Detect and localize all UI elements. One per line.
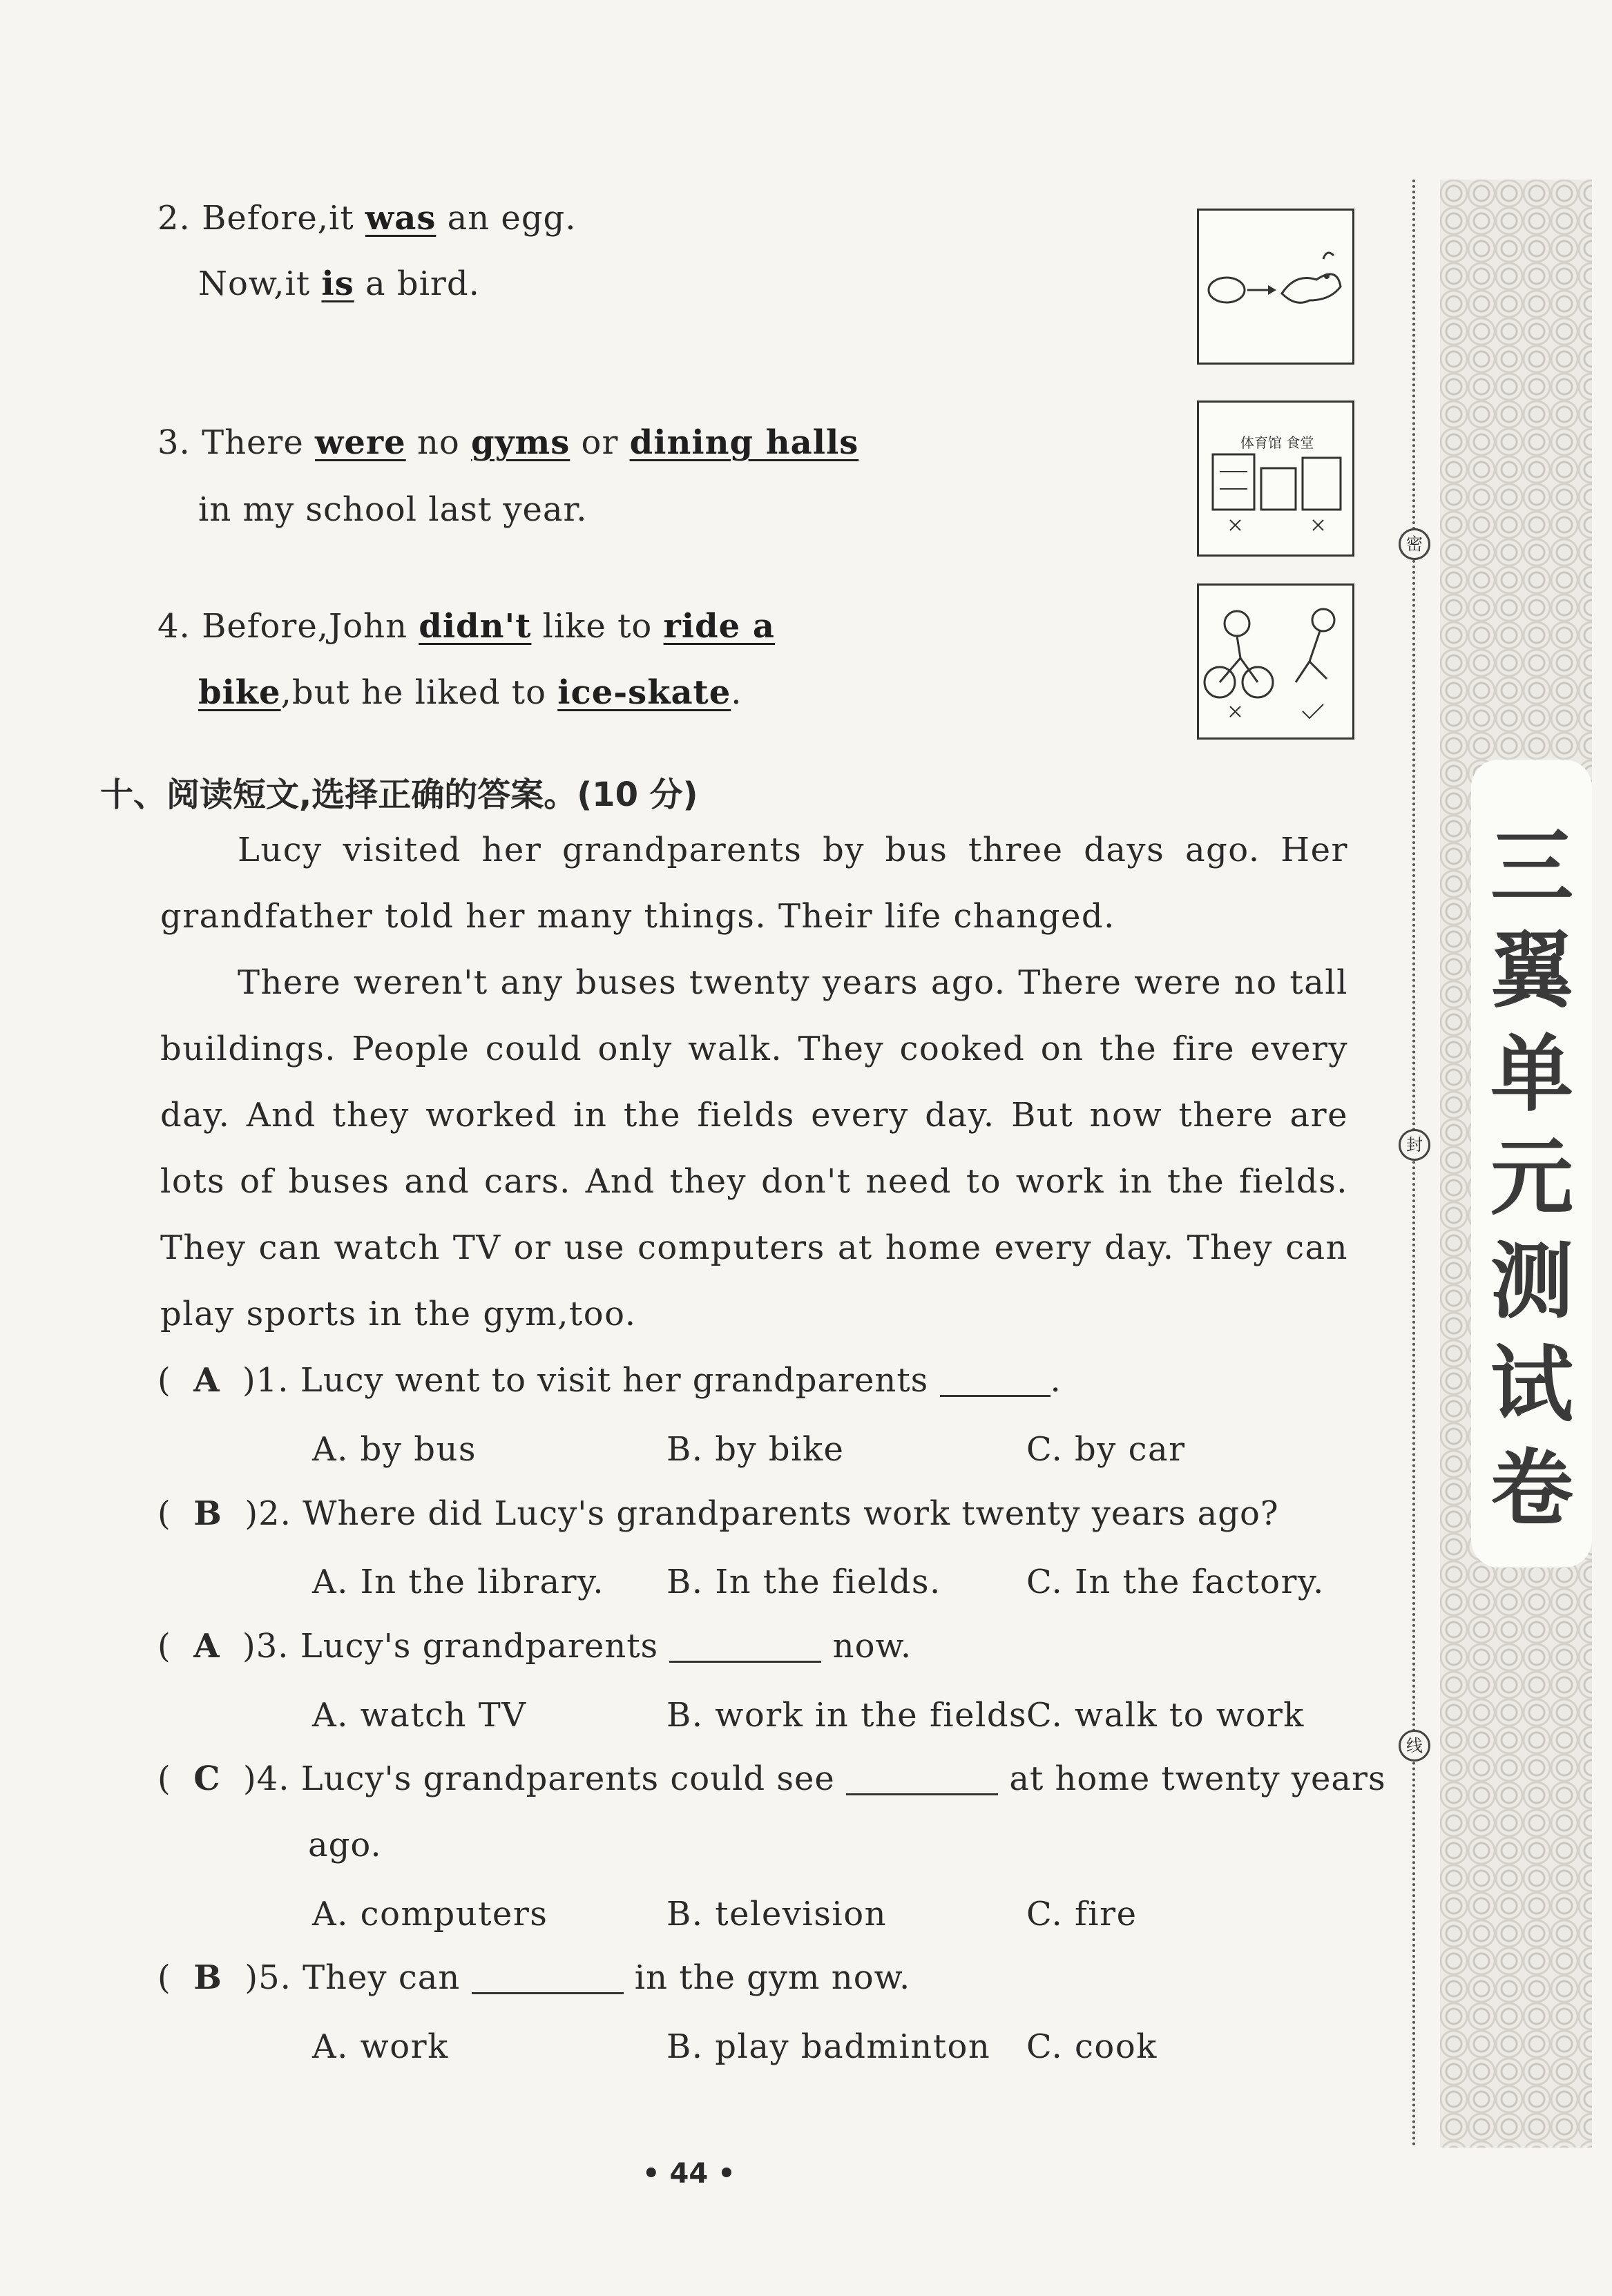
- passage-paragraph-2: There weren't any buses twenty years ago. There were no tall buildings. People could only walk. They cooked on the fire every day. And they worked in the fields every day. But now there are lots of buses and cars. And they don't need to work in the fields. They can watch TV or use computers at home every day. They can play sports in the gym,too.: [160, 963, 1348, 1333]
- q5-option-b: B. play badminton: [666, 2027, 991, 2066]
- q3-option-b: B. work in the fields: [666, 1696, 1028, 1735]
- q4-continuation: ago.: [308, 1826, 382, 1864]
- q3-number: 3.: [157, 423, 191, 462]
- question-1: ( A )1. Lucy went to visit her grandparents .: [157, 1361, 1062, 1400]
- egg-to-bird-image: [1197, 209, 1354, 365]
- q2-option-b: B. In the fields.: [666, 1563, 941, 1601]
- image-caption: 体育馆 食堂: [1240, 434, 1314, 451]
- blank: [669, 1633, 821, 1663]
- q4-line1: 4. Before,John didn't like to ride a: [157, 607, 775, 646]
- seal-feng: 封: [1399, 1129, 1430, 1161]
- title-char: 元: [1490, 1130, 1573, 1226]
- q3-option-a: A. watch TV: [312, 1696, 527, 1735]
- q5-option-c: C. cook: [1026, 2027, 1158, 2066]
- question-3: ( A )3. Lucy's grandparents now.: [157, 1627, 912, 1666]
- question-5: ( B )5. They can in the gym now.: [157, 1958, 911, 1997]
- bike-and-skate-image: [1197, 583, 1354, 740]
- blank: [472, 1965, 624, 1994]
- title-char: 单: [1490, 1027, 1573, 1123]
- q1-option-c: C. by car: [1026, 1430, 1186, 1469]
- q4-option-a: A. computers: [312, 1895, 548, 1933]
- q2-option-a: A. In the library.: [312, 1563, 605, 1601]
- q4-number: 4.: [157, 607, 191, 646]
- q2-option-c: C. In the factory.: [1026, 1563, 1325, 1601]
- title-char: 卷: [1490, 1441, 1573, 1537]
- q2-answer-1: was: [365, 199, 436, 238]
- answer-5: B: [193, 1958, 222, 1997]
- q3-line1: 3. There were no gyms or dining halls: [157, 423, 859, 462]
- title-char: 翼: [1490, 923, 1573, 1019]
- answer-3: A: [193, 1627, 220, 1666]
- title-char: 试: [1490, 1338, 1573, 1434]
- q4-option-b: B. television: [666, 1895, 887, 1933]
- blank: [940, 1367, 1050, 1397]
- title-char: 三: [1490, 820, 1573, 916]
- answer-2: B: [193, 1494, 222, 1533]
- q1-option-b: B. by bike: [666, 1430, 845, 1469]
- q3-option-c: C. walk to work: [1026, 1696, 1305, 1735]
- page-number: • 44 •: [642, 2158, 736, 2190]
- q2-line2: Now,it is a bird.: [198, 264, 480, 303]
- q1-option-a: A. by bus: [312, 1430, 477, 1469]
- question-4: ( C )4. Lucy's grandparents could see at home twenty years: [157, 1759, 1386, 1798]
- gym-dining-hall-image: [1197, 401, 1354, 557]
- q4-line2: bike,but he liked to ice-skate.: [198, 673, 742, 712]
- passage-paragraph-1: Lucy visited her grandparents by bus three days ago. Her grandfather told her many things. Their life changed.: [160, 831, 1348, 936]
- binding-dotted-line: [1412, 180, 1415, 2148]
- answer-4: C: [193, 1759, 221, 1798]
- q5-option-a: A. work: [312, 2027, 449, 2066]
- title-char: 测: [1490, 1234, 1573, 1330]
- q4-option-c: C. fire: [1026, 1895, 1138, 1933]
- blank: [846, 1766, 998, 1795]
- question-2: ( B )2. Where did Lucy's grandparents work twenty years ago?: [157, 1494, 1279, 1533]
- seal-mi: 密: [1399, 528, 1430, 560]
- section-title: 十、阅读短文,选择正确的答案。(10 分): [100, 775, 698, 814]
- q2-number: 2.: [157, 199, 191, 238]
- q2-answer-2: is: [321, 264, 354, 303]
- seal-xian: 线: [1399, 1730, 1430, 1762]
- q3-line2: in my school last year.: [198, 490, 588, 529]
- q2-line1: 2. Before,it was an egg.: [157, 199, 577, 238]
- answer-1: A: [193, 1361, 220, 1400]
